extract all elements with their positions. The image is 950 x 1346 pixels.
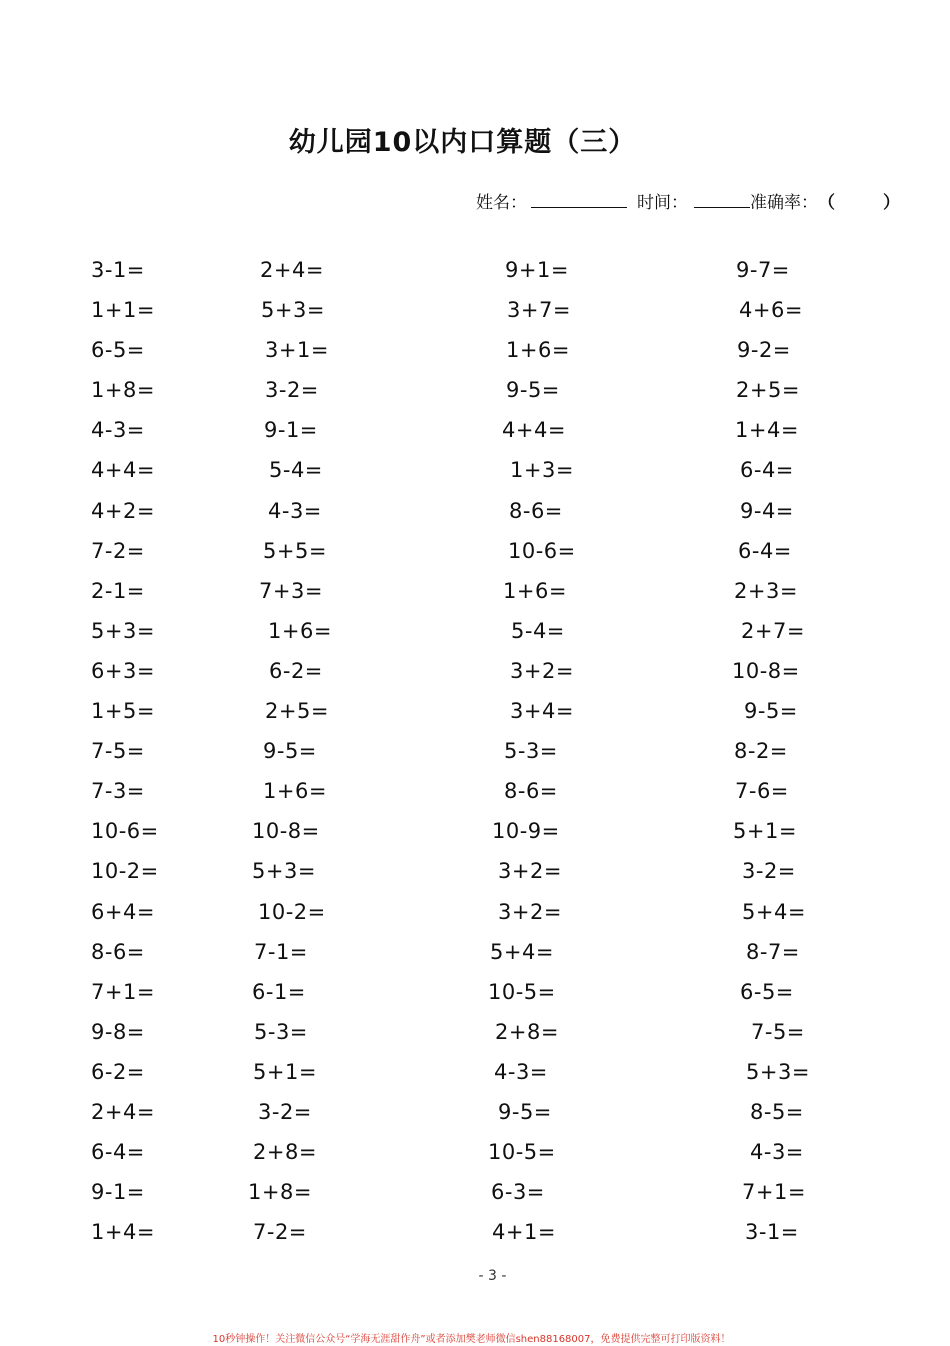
problem-cell: 1+3= bbox=[510, 458, 574, 483]
page-title: 幼儿园10以内口算题（三） bbox=[288, 127, 637, 158]
problem-cell: 8-5= bbox=[750, 1099, 804, 1124]
problem-cell: 5-4= bbox=[269, 458, 323, 483]
problem-cell: 5+1= bbox=[253, 1059, 317, 1084]
problem-cell: 9-5= bbox=[744, 699, 798, 724]
problem-cell: 9-5= bbox=[506, 378, 560, 403]
problem-cell: 5+4= bbox=[490, 939, 554, 964]
problem-cell: 1+4= bbox=[735, 418, 799, 443]
problem-cell: 4-3= bbox=[750, 1140, 804, 1165]
problem-row bbox=[0, 378, 950, 418]
problem-cell: 6+3= bbox=[91, 658, 155, 683]
problem-cell: 9-1= bbox=[264, 418, 318, 443]
problem-cell: 7-2= bbox=[253, 1220, 307, 1245]
accuracy-label: 准确率： bbox=[750, 193, 818, 213]
problem-cell: 10-5= bbox=[488, 1140, 556, 1165]
problem-cell: 3+1= bbox=[265, 338, 329, 363]
problem-cell: 8-6= bbox=[91, 939, 145, 964]
problem-cell: 1+6= bbox=[503, 578, 567, 603]
problem-cell: 4-3= bbox=[91, 418, 145, 443]
problem-cell: 7-5= bbox=[91, 739, 145, 764]
problem-cell: 5-3= bbox=[504, 739, 558, 764]
problem-row bbox=[0, 1220, 950, 1260]
problem-cell: 6-5= bbox=[91, 338, 145, 363]
problem-cell: 3+2= bbox=[498, 859, 562, 884]
problem-cell: 6-4= bbox=[738, 538, 792, 563]
problem-cell: 3+7= bbox=[507, 298, 571, 323]
problem-cell: 8-7= bbox=[746, 939, 800, 964]
problem-cell: 1+5= bbox=[91, 699, 155, 724]
problem-cell: 2+7= bbox=[741, 618, 805, 643]
accuracy-paren-open: （ bbox=[818, 193, 835, 213]
problem-cell: 6-3= bbox=[491, 1180, 545, 1205]
problem-cell: 1+6= bbox=[263, 779, 327, 804]
problem-cell: 6-5= bbox=[740, 979, 794, 1004]
problem-cell: 5+3= bbox=[261, 298, 325, 323]
problem-row bbox=[0, 1100, 950, 1140]
problem-cell: 10-9= bbox=[492, 819, 560, 844]
problem-cell: 2+4= bbox=[260, 258, 324, 282]
problem-cell: 5-3= bbox=[254, 1019, 308, 1044]
problem-cell: 5-4= bbox=[511, 618, 565, 643]
problem-cell: 7-1= bbox=[254, 939, 308, 964]
problem-cell: 4+4= bbox=[502, 418, 566, 443]
problem-cell: 7+1= bbox=[91, 979, 155, 1004]
problem-row bbox=[0, 1020, 950, 1060]
problem-cell: 6-2= bbox=[91, 1059, 145, 1084]
problem-cell: 2+5= bbox=[736, 378, 800, 403]
problem-row bbox=[0, 779, 950, 819]
problem-cell: 7+3= bbox=[259, 578, 323, 603]
problem-cell: 10-5= bbox=[488, 979, 556, 1004]
problem-cell: 10-8= bbox=[252, 819, 320, 844]
problem-row bbox=[0, 900, 950, 940]
problem-row bbox=[0, 458, 950, 498]
problem-cell: 2+8= bbox=[253, 1140, 317, 1165]
problem-row bbox=[0, 298, 950, 338]
problem-cell: 10-8= bbox=[732, 658, 800, 683]
problem-row bbox=[0, 940, 950, 980]
problem-row bbox=[0, 1140, 950, 1180]
problem-cell: 3+4= bbox=[510, 699, 574, 724]
problem-cell: 1+6= bbox=[268, 618, 332, 643]
problem-cell: 10-6= bbox=[91, 819, 159, 844]
problem-cell: 6+4= bbox=[91, 899, 155, 924]
problem-cell: 2+5= bbox=[265, 699, 329, 724]
problem-cell: 10-6= bbox=[508, 538, 576, 563]
page-number: - 3 - bbox=[478, 1268, 507, 1284]
problem-cell: 1+1= bbox=[91, 298, 155, 323]
accuracy-paren-close: ） bbox=[883, 193, 900, 213]
problem-cell: 4+6= bbox=[739, 298, 803, 323]
problem-row bbox=[0, 739, 950, 779]
problem-row bbox=[0, 819, 950, 859]
problem-cell: 1+6= bbox=[506, 338, 570, 363]
problem-cell: 2+8= bbox=[495, 1019, 559, 1044]
problem-cell: 4-3= bbox=[494, 1059, 548, 1084]
problem-cell: 6-2= bbox=[269, 658, 323, 683]
student-info-line bbox=[476, 188, 900, 213]
problem-cell: 3+2= bbox=[510, 658, 574, 683]
problem-cell: 6-4= bbox=[740, 458, 794, 483]
problem-cell: 7-6= bbox=[735, 779, 789, 804]
problem-cell: 8-6= bbox=[509, 498, 563, 523]
problem-cell: 3+2= bbox=[498, 899, 562, 924]
problem-cell: 5+3= bbox=[252, 859, 316, 884]
problem-cell: 8-6= bbox=[504, 779, 558, 804]
problem-cell: 2-1= bbox=[91, 578, 145, 603]
problem-cell: 9-5= bbox=[498, 1099, 552, 1124]
problem-row bbox=[0, 539, 950, 579]
problem-cell: 5+3= bbox=[91, 618, 155, 643]
problem-cell: 3-2= bbox=[742, 859, 796, 884]
problem-cell: 7-5= bbox=[751, 1019, 805, 1044]
problem-row bbox=[0, 418, 950, 458]
problem-cell: 1+8= bbox=[248, 1180, 312, 1205]
problem-cell: 7+1= bbox=[742, 1180, 806, 1205]
problem-row bbox=[0, 338, 950, 378]
problem-row bbox=[0, 859, 950, 899]
problem-cell: 6-4= bbox=[91, 1140, 145, 1165]
problem-row bbox=[0, 579, 950, 619]
problem-cell: 9-7= bbox=[736, 258, 790, 282]
problem-cell: 9-4= bbox=[740, 498, 794, 523]
problem-row bbox=[0, 1060, 950, 1100]
problem-row bbox=[0, 1180, 950, 1220]
problem-cell: 8-2= bbox=[734, 739, 788, 764]
problem-cell: 2+3= bbox=[734, 578, 798, 603]
name-blank bbox=[531, 191, 627, 208]
problem-cell: 9-2= bbox=[737, 338, 791, 363]
problem-cell: 5+3= bbox=[746, 1059, 810, 1084]
time-blank bbox=[694, 191, 750, 208]
problem-cell: 3-1= bbox=[91, 258, 145, 282]
name-label: 姓名： bbox=[476, 193, 527, 213]
problem-row bbox=[0, 258, 950, 298]
problem-cell: 9-1= bbox=[91, 1180, 145, 1205]
problem-grid bbox=[0, 258, 950, 1260]
problem-cell: 9+1= bbox=[505, 258, 569, 282]
problem-cell: 1+4= bbox=[91, 1220, 155, 1245]
problem-cell: 4+2= bbox=[91, 498, 155, 523]
problem-cell: 3-2= bbox=[265, 378, 319, 403]
problem-cell: 10-2= bbox=[258, 899, 326, 924]
problem-cell: 7-2= bbox=[91, 538, 145, 563]
problem-cell: 3-1= bbox=[745, 1220, 799, 1245]
time-label: 时间： bbox=[637, 193, 688, 213]
problem-cell: 4+1= bbox=[492, 1220, 556, 1245]
problem-cell: 7-3= bbox=[91, 779, 145, 804]
problem-cell: 9-8= bbox=[91, 1019, 145, 1044]
problem-cell: 1+8= bbox=[91, 378, 155, 403]
problem-row bbox=[0, 980, 950, 1020]
problem-cell: 10-2= bbox=[91, 859, 159, 884]
problem-cell: 3-2= bbox=[258, 1099, 312, 1124]
problem-cell: 6-1= bbox=[252, 979, 306, 1004]
problem-cell: 9-5= bbox=[263, 739, 317, 764]
problem-row bbox=[0, 699, 950, 739]
footer-notice: 10秒钟操作！关注微信公众号“学海无涯甜作舟”或者添加樊老师微信shen88168007，免费提供完整可打印版资料！ bbox=[212, 1334, 731, 1345]
problem-cell: 5+5= bbox=[263, 538, 327, 563]
problem-cell: 4+4= bbox=[91, 458, 155, 483]
problem-cell: 5+4= bbox=[742, 899, 806, 924]
problem-cell: 5+1= bbox=[733, 819, 797, 844]
problem-cell: 4-3= bbox=[268, 498, 322, 523]
problem-row bbox=[0, 499, 950, 539]
problem-row bbox=[0, 619, 950, 659]
problem-row bbox=[0, 659, 950, 699]
problem-cell: 2+4= bbox=[91, 1099, 155, 1124]
